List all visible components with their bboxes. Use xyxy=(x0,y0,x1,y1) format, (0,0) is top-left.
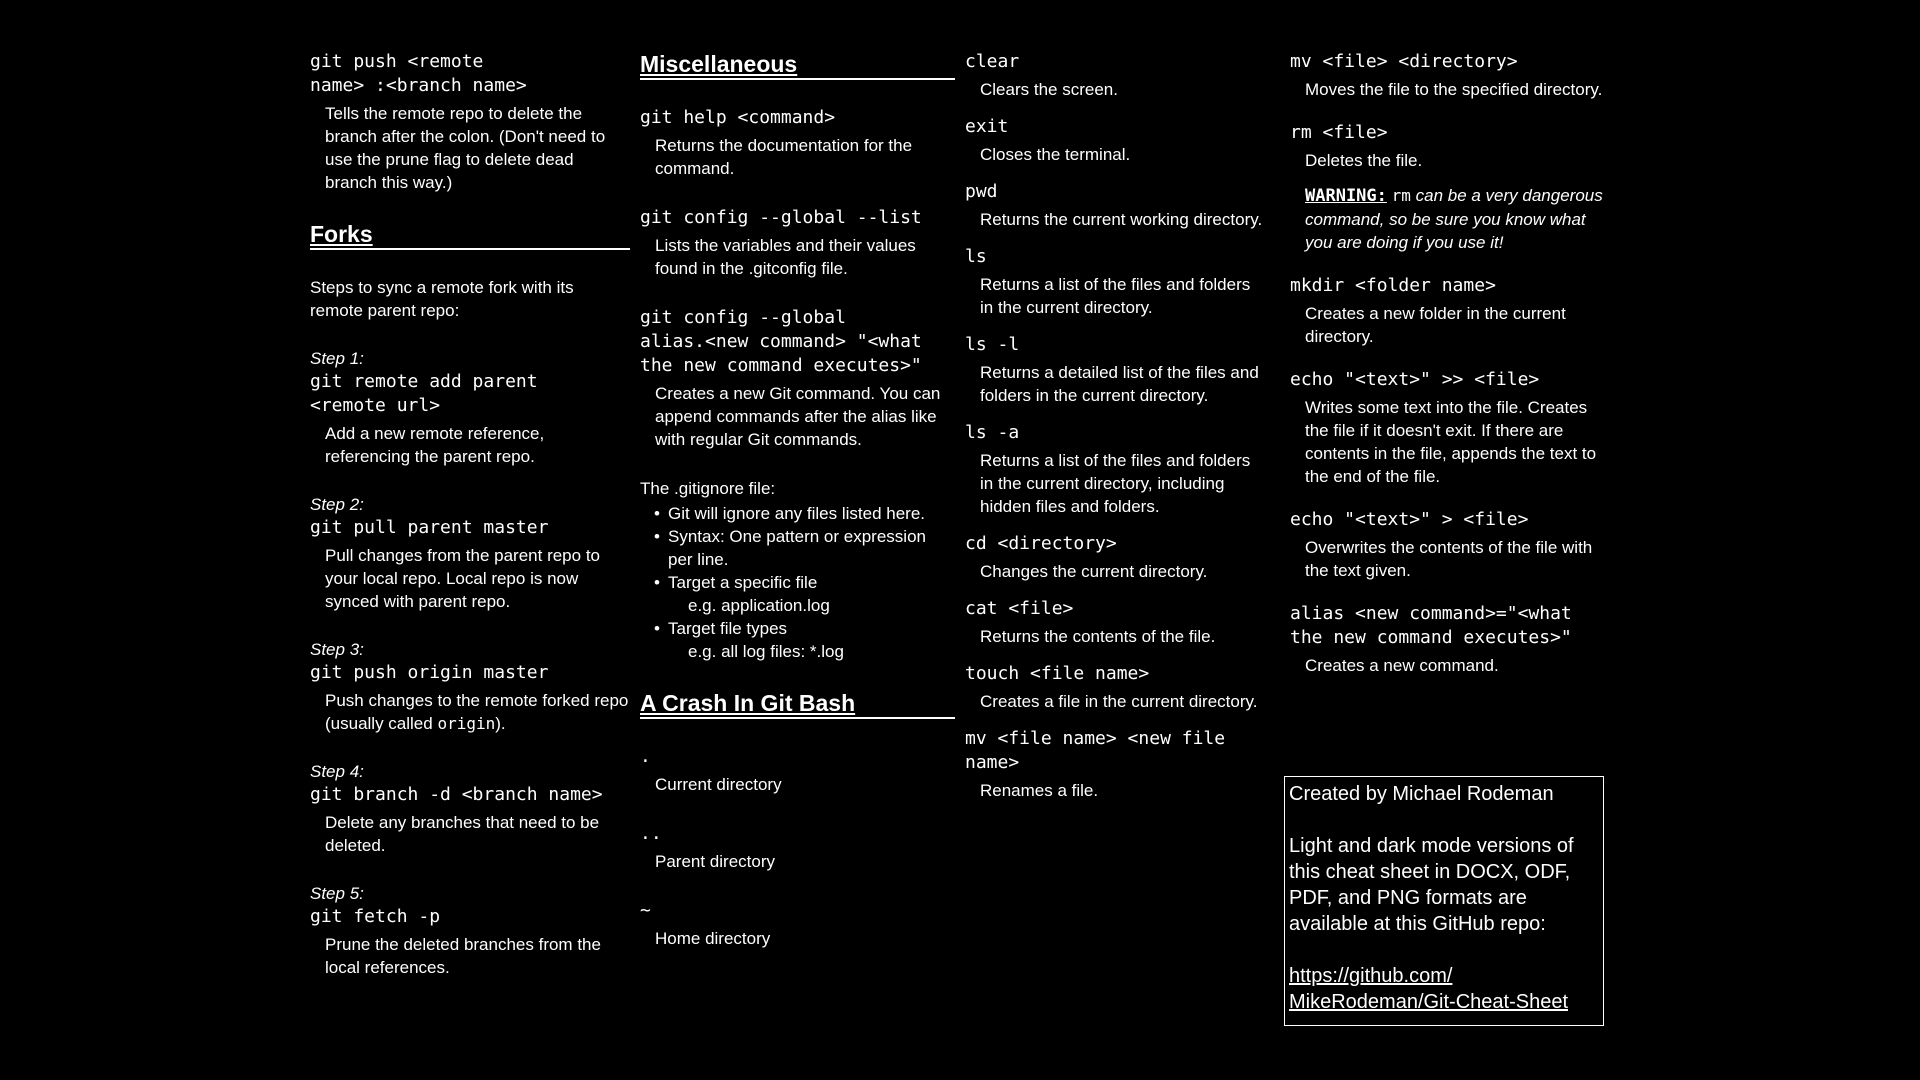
description: Returns a list of the files and folders in the current directory. xyxy=(980,275,1251,317)
entry-current-dir xyxy=(640,745,955,796)
entry-mv-directory xyxy=(1290,50,1605,101)
entry-echo-append xyxy=(1290,368,1605,488)
entry-echo-overwrite xyxy=(1290,508,1605,582)
command: echo "<text>" >> <file> xyxy=(1290,369,1540,390)
description: Creates a new command. xyxy=(1305,656,1499,675)
list-item: • Target a specific file xyxy=(654,571,955,594)
section-heading-forks: Forks xyxy=(310,220,630,250)
github-link[interactable] xyxy=(1289,963,1599,1015)
command: rm <file> xyxy=(1290,122,1388,143)
description: Returns the current working directory. xyxy=(980,210,1263,229)
warning-text: can be a very dangerous command, so be sure you know what you are doing if you use it! xyxy=(1305,186,1603,252)
command: ls -l xyxy=(965,334,1020,355)
description: Returns a detailed list of the files and folders in the current directory. xyxy=(980,363,1259,405)
command: ls -a xyxy=(965,422,1020,443)
entry-ls-a xyxy=(965,421,1265,518)
warning-label: WARNING: xyxy=(1305,186,1387,206)
description: Clears the screen. xyxy=(980,80,1118,99)
entry-clear xyxy=(965,50,1265,101)
inline-code: rm xyxy=(1391,186,1411,205)
description: Current directory xyxy=(655,775,782,794)
entry-ls-l xyxy=(965,333,1265,407)
gitignore-title: The .gitignore file: xyxy=(640,479,776,498)
example-text: e.g. all log files: *.log xyxy=(688,642,844,661)
list-item: • Git will ignore any files listed here. xyxy=(654,502,955,525)
command: git remote add parent <remote url> xyxy=(310,371,538,416)
entry-cd xyxy=(965,532,1265,583)
command: git push origin master xyxy=(310,662,549,683)
entry-pwd xyxy=(965,180,1265,231)
inline-code: origin xyxy=(437,714,496,733)
step-4 xyxy=(310,761,630,857)
entry-ls xyxy=(965,245,1265,319)
command: . xyxy=(640,746,651,767)
github-link-text[interactable]: https://github.com/ MikeRodeman/Git-Cheat-Sheet xyxy=(1289,965,1569,1013)
step-2 xyxy=(310,494,630,613)
command: alias <new command>="<what the new command executes>" xyxy=(1290,603,1572,648)
section-heading-crash: A Crash In Git Bash xyxy=(640,689,955,719)
command: touch <file name> xyxy=(965,663,1150,684)
entry-git-push-delete xyxy=(310,50,630,194)
description xyxy=(325,689,630,735)
command: exit xyxy=(965,116,1009,137)
entry-exit xyxy=(965,115,1265,166)
list-item: • Syntax: One pattern or expression per line. xyxy=(654,525,955,571)
command: .. xyxy=(640,823,662,844)
warning-note xyxy=(1305,184,1605,254)
description: Creates a file in the current directory. xyxy=(980,692,1258,711)
description: Moves the file to the specified directory. xyxy=(1305,80,1603,99)
column-1 xyxy=(310,50,630,1005)
command: git branch -d <branch name> xyxy=(310,784,603,805)
entry-cat xyxy=(965,597,1265,648)
entry-touch xyxy=(965,662,1265,713)
command: ls xyxy=(965,246,987,267)
description: Writes some text into the file. Creates the file if it doesn't exit. If there are contents in the file, appends the text to the end of the file. xyxy=(1305,398,1597,486)
description: Changes the current directory. xyxy=(980,562,1208,581)
command: clear xyxy=(965,51,1020,72)
list-item: • Target file types xyxy=(654,617,955,640)
availability-note: Light and dark mode versions of this cheat sheet in DOCX, ODF, PDF, and PNG formats are available at this GitHub repo: xyxy=(1289,835,1574,935)
command: cat <file> xyxy=(965,598,1074,619)
description: Deletes the file. xyxy=(1305,151,1423,170)
command: mkdir <folder name> xyxy=(1290,275,1496,296)
column-4 xyxy=(1290,50,1605,697)
example-text: e.g. application.log xyxy=(688,596,830,615)
command: git fetch -p xyxy=(310,906,441,927)
description: Home directory xyxy=(655,929,771,948)
entry-mv-rename xyxy=(965,727,1265,802)
description-text: Push changes to the remote forked repo (usually called xyxy=(325,691,629,733)
author-credit: Created by Michael Rodeman xyxy=(1289,783,1554,805)
entry-rm xyxy=(1290,121,1605,254)
command: cd <directory> xyxy=(965,533,1117,554)
step-3 xyxy=(310,639,630,735)
step-label: Step 2: xyxy=(310,495,364,514)
author-info-box xyxy=(1284,776,1604,1026)
entry-mkdir xyxy=(1290,274,1605,348)
command: git pull parent master xyxy=(310,517,549,538)
column-2 xyxy=(640,50,955,976)
entry-git-config-alias xyxy=(640,306,955,451)
description: Tells the remote repo to delete the branch after the colon. (Don't need to use the prune flag to delete dead branch this way.) xyxy=(325,104,606,192)
command: git help <command> xyxy=(640,107,836,128)
description-text: ). xyxy=(495,714,506,733)
description: Delete any branches that need to be deleted. xyxy=(325,813,600,855)
description: Returns the contents of the file. xyxy=(980,627,1216,646)
command: echo "<text>" > <file> xyxy=(1290,509,1529,530)
command: pwd xyxy=(965,181,998,202)
entry-git-help xyxy=(640,106,955,180)
description: Closes the terminal. xyxy=(980,145,1131,164)
gitignore-section xyxy=(640,477,955,663)
step-1 xyxy=(310,348,630,468)
column-3 xyxy=(965,50,1265,816)
description: Returns a list of the files and folders in the current directory, including hidden files and folders. xyxy=(980,451,1251,516)
description: Lists the variables and their values found in the .gitconfig file. xyxy=(655,236,916,278)
description: Returns the documentation for the command. xyxy=(655,136,913,178)
step-label: Step 1: xyxy=(310,349,364,368)
entry-parent-dir xyxy=(640,822,955,873)
command: mv <file name> <new file name> xyxy=(965,728,1226,773)
forks-intro: Steps to sync a remote fork with its remote parent repo: xyxy=(310,278,574,320)
step-label: Step 5: xyxy=(310,884,364,903)
command: mv <file> <directory> xyxy=(1290,51,1518,72)
step-5 xyxy=(310,883,630,979)
gitignore-list xyxy=(640,502,955,594)
description: Prune the deleted branches from the local references. xyxy=(325,935,601,977)
gitignore-list-2 xyxy=(640,617,955,640)
description: Creates a new folder in the current directory. xyxy=(1305,304,1566,346)
entry-alias xyxy=(1290,602,1605,677)
section-heading-miscellaneous: Miscellaneous xyxy=(640,50,955,80)
description: Parent directory xyxy=(655,852,775,871)
description: Renames a file. xyxy=(980,781,1099,800)
step-label: Step 4: xyxy=(310,762,364,781)
command: git config --global alias.<new command> "<what the new command executes>" xyxy=(640,307,922,376)
command: git push <remote name> :<branch name> xyxy=(310,51,527,96)
command: ~ xyxy=(640,900,651,921)
command: git config --global --list xyxy=(640,207,922,228)
description: Pull changes from the parent repo to your local repo. Local repo is now synced with parent repo. xyxy=(325,546,600,611)
description: Add a new remote reference, referencing the parent repo. xyxy=(325,424,545,466)
description: Creates a new Git command. You can append commands after the alias like with regular Git commands. xyxy=(655,384,941,449)
step-label: Step 3: xyxy=(310,640,364,659)
entry-home-dir xyxy=(640,899,955,950)
description: Overwrites the contents of the file with the text given. xyxy=(1305,538,1593,580)
entry-git-config-list xyxy=(640,206,955,280)
